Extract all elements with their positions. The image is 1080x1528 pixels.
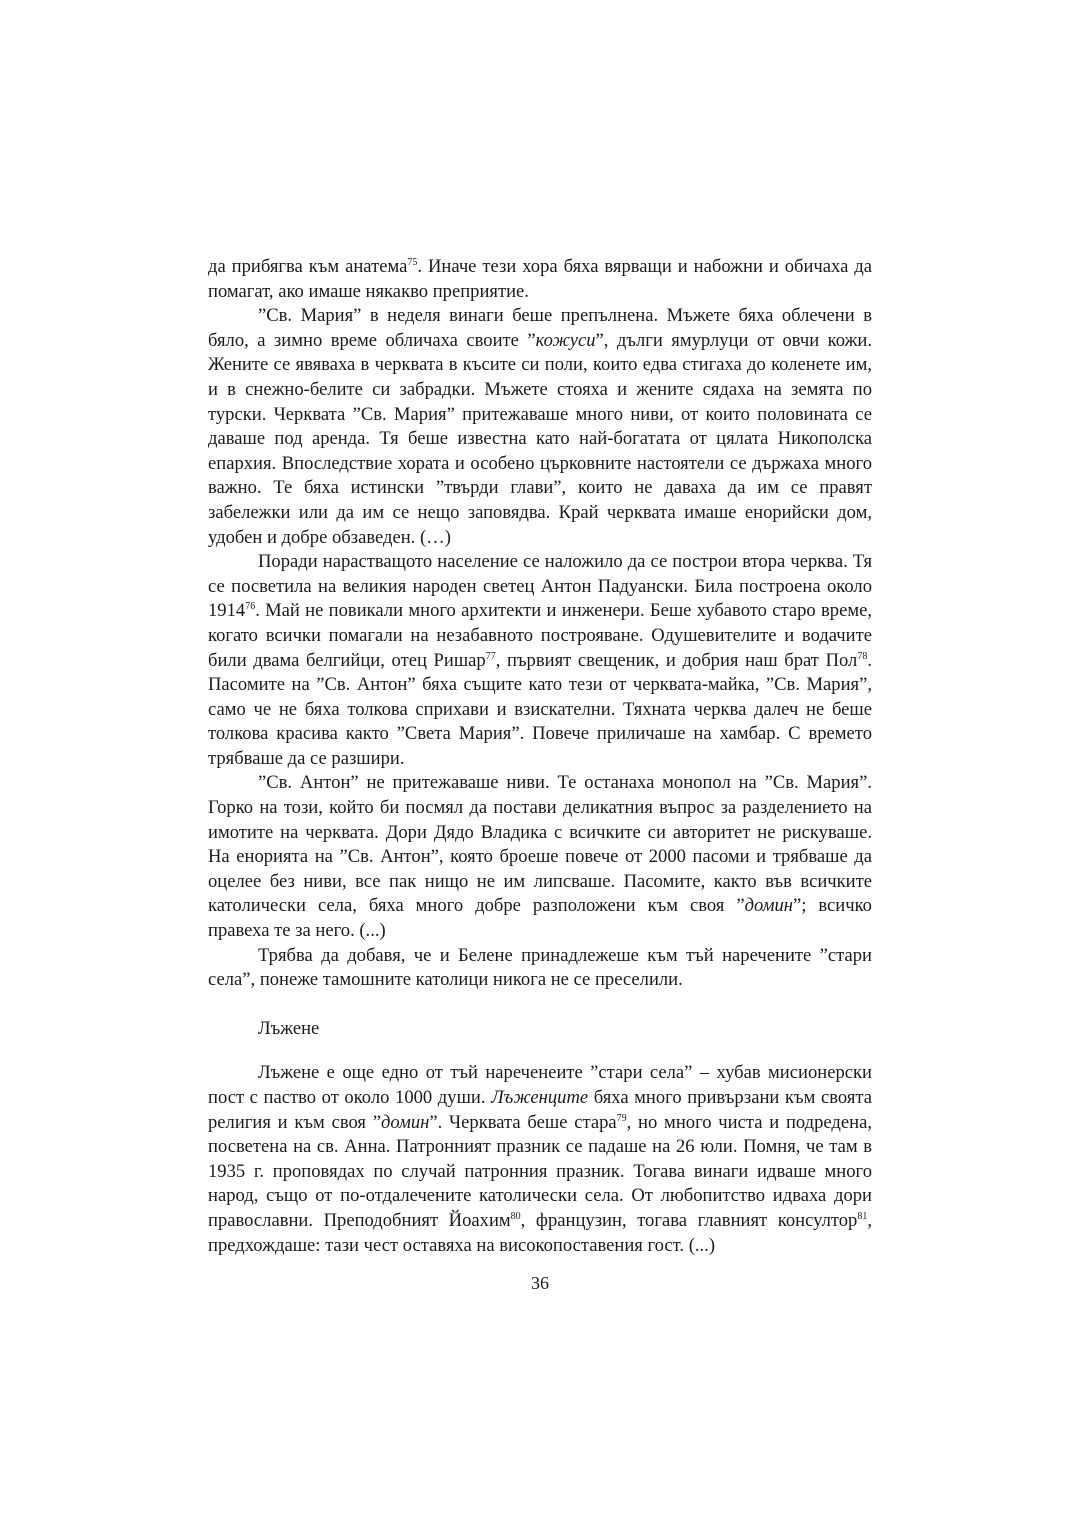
paragraph <box>208 1061 872 1258</box>
text-run: да прибягва към анатема <box>208 256 408 277</box>
text-run: . Пасомите на ”Св. Антон” бяха същите като тези от черквата-майка, ”Св. Мария”, само че не бяха толкова сприхави и взискателни. Тяхната черква далеч не беше толкова красива както ”Света Мария”. Повече приличаше на хамбар. С времето трябваше да се разшири. <box>208 649 872 769</box>
footnote-ref: 81 <box>857 1210 868 1222</box>
text-run: бяха много привързани към своята религия и към своя ” <box>208 1087 872 1133</box>
paragraph <box>208 550 872 771</box>
text-run: ”Св. Мария” в неделя винаги беше препълнена. Мъжете бяха облечени в бяло, а зимно време обличаха своите ” <box>208 305 872 351</box>
text-run: Трябва да добавя, че и Белене принадлежеше към тъй наречените ”стари села”, понеже тамошните католици никога не се преселили. <box>208 944 872 991</box>
page-number: 36 <box>531 1273 549 1293</box>
text-run: Лъжене е още едно от тъй нареченеите ”стари села” – хубав мисионерски пост с паство от около 1000 души. <box>208 1062 872 1108</box>
text-run: ”, дълги ямурлуци от овчи кожи. Жените се явяваха в черквата в късите си поли, които едва стигаха до коленете им, и в снежно-белите си забрадки. Мъжете стояха и жените сядаха на земята по турски. Черквата ”Св. Мария” притежаваше много ниви, от които половината се даваше под аренда. Тя беше известна като най-богатата от цялата Никополска епархия. Впоследствие хората и особено църковните настоятели се държаха много важно. Те бяха истински ”твърди глави”, които не даваха да им се правят забележки или да им се нещо заповядва. Край черквата имаше енорийски дом, удобен и добре обзаведен. (…) <box>208 329 873 548</box>
text-run: ”; всичко правеха те за него. (...) <box>208 895 872 942</box>
footnote-ref: 80 <box>510 1210 521 1222</box>
italic-text: кожуси <box>535 329 596 351</box>
section-paragraphs <box>208 1061 872 1258</box>
paragraph <box>208 944 872 993</box>
footnote-ref: 78 <box>857 650 868 662</box>
text-run: , французин, тогава главният консултор <box>520 1209 858 1231</box>
text-run: ”Св. Антон” не притежаваше ниви. Те останаха монопол на ”Св. Мария”. Горко на този, който би посмял да постави деликатния въпрос за разделението на имотите на черквата. Дори Дядо Владика с всичките си авторитет не рискуваше. На енорията на ”Св. Антон”, която броеше повече от 2000 пасоми и трябваше да оцелее без ниви, все пак нищо не им липсваше. Пасомите, както във всичките католически села, бяха много добре разположени към своя ” <box>208 772 872 917</box>
body-paragraphs <box>208 255 872 993</box>
paragraph <box>208 255 872 304</box>
text-run: ”. Черквата беше стара <box>429 1111 617 1133</box>
text-run: , но много чиста и подредена, посветена на св. Анна. Патронният празник се падаше на 26 юли. Помня, че там в 1935 г. проповядах по случай патронния празник. Тогава винаги идваше много народ, също от по-отдалечените католически села. От любопитство идваха дори православни. Преподобният Йоахим <box>208 1111 872 1231</box>
paragraph <box>208 304 872 550</box>
page-body <box>208 255 872 1258</box>
footnote-ref: 77 <box>485 650 496 662</box>
text-run: . Май не повикали много архитекти и инженери. Беше хубавото старо време, когато всички помагали на незабавното построяване. Одушевителите и водачите били двама белгийци, отец Ришар <box>208 600 872 671</box>
section-heading: Лъжене <box>258 1017 320 1039</box>
footnote-ref: 79 <box>616 1112 627 1124</box>
footnote-ref: 76 <box>245 601 256 613</box>
footnote-ref: 75 <box>407 257 418 268</box>
italic-text: Лъженците <box>491 1087 589 1108</box>
italic-text: домин <box>744 895 793 917</box>
italic-text: домин <box>381 1111 430 1133</box>
text-run: , първият свещеник, и добрия наш брат Пол <box>495 649 858 671</box>
text-run: , предхождаше: тази чест оставяха на високопоставения гост. (...) <box>208 1209 872 1256</box>
text-run: . Иначе тези хора бяха вярващи и набожни и обичаха да помагат, ако имаше някакво преприятие. <box>208 256 872 302</box>
text-run: Поради нарастващото население се наложило да се построи втора черква. Тя се посветила на великия народен светец Антон Падуански. Била построена около 1914 <box>208 551 872 622</box>
paragraph <box>208 771 872 943</box>
